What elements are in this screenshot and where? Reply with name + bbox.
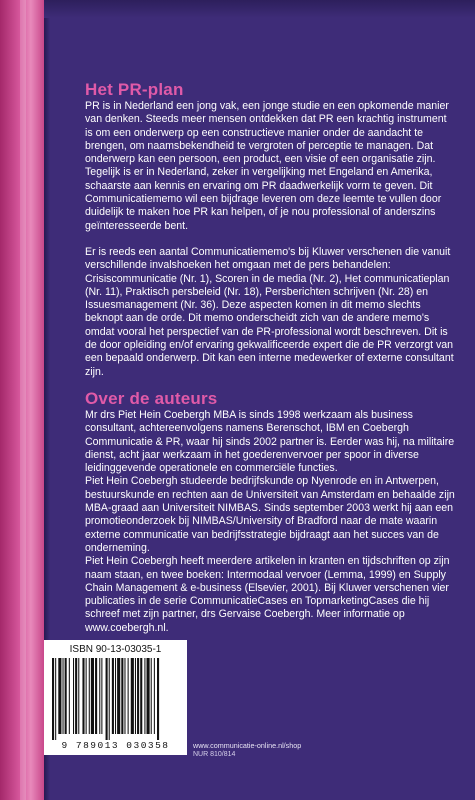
barcode-number: 9 789013 030358 <box>61 740 170 751</box>
spine-highlight <box>20 0 26 800</box>
authors-paragraph-1: Mr drs Piet Hein Coebergh MBA is sinds 1998 werkzaam als business consultant, achtereenvolgens namens Berenschot, IBM en Coebergh Communicatie & PR, waar hij sinds 2002 partner is. Eerder was hij, na militaire dienst, acht jaar werkzaam in het goederenvervoer per spoor in diverse leidinggevende operationele en commerciële functies. <box>85 408 455 475</box>
authors-paragraph-2: Piet Hein Coebergh studeerde bedrijfskunde op Nyenrode en in Antwerpen, bestuurskunde en rechten aan de Universiteit van Amsterdam en behaalde zijn MBA-graad aan Universiteit NIMBAS. Sinds september 2003 werkt hij aan een promotieonderzoek bij NIMBAS/University of Bradford naar de mate waarin externe communicatie van bedrijfsstrategie bijdraagt aan het succes van de onderneming. <box>85 475 455 554</box>
website-link[interactable]: www.communicatie-online.nl/shop <box>193 741 302 750</box>
section-title-authors: Over de auteurs <box>85 388 218 408</box>
barcode-panel <box>44 640 187 755</box>
pr-plan-paragraph-1: PR is in Nederland een jong vak, een jonge studie en een opkomende manier van denken. Steeds meer mensen ontdekken dat PR een krachtig instrument is om een onderwerp op een constructieve manier onder de aandacht te brengen, om naamsbekendheid te vergroten of perceptie te managen. Dat onderwerp kan een persoon, een product, een visie of een organisatie zijn. Tegelijk is er in Nederland, zeker in vergelijking met Engeland en Amerika, schaarste aan kennis en ervaring om PR daadwerkelijk vorm te geven. Dit Communicatiememo wil een bijdrage leveren om deze leemte te vullen door duidelijk te maken hoe PR kan helpen, of je nou professional of anderszins geïnteresseerde bent. <box>85 100 449 232</box>
isbn-label: ISBN 90-13-03035-1 <box>69 644 162 655</box>
nur-code: NUR 810/814 <box>193 751 236 758</box>
authors-paragraph-3: Piet Hein Coebergh heeft meerdere artikelen in kranten en tijdschriften op zijn naam staan, en twee boeken: Intermodaal vervoer (Lemma, 1999) en Supply Chain Management & e-business (Elsevier, 2001). Bij Kluwer verschenen vier publicaties in de serie CommunicatieCases en TopmarketingCases die hij schreef met zijn partner, drs Gervaise Coebergh. Meer informatie op www.coebergh.nl. <box>85 555 450 634</box>
back-cover-text <box>85 80 457 635</box>
top-edge <box>44 0 475 18</box>
section-title-pr-plan: Het PR-plan <box>85 80 184 99</box>
pr-plan-paragraph-2: Er is reeds een aantal Communicatiememo's bij Kluwer verschenen die vanuit verschillende invalshoeken het omgaan met de pers behandelen: Crisiscommunicatie (Nr. 1), Scoren in de media (Nr. 2), Het communicatieplan (Nr. 11), Praktisch persbeleid (Nr. 18), Persberichten schrijven (Nr. 28) en Issuesmanagement (Nr. 36). Deze aspecten komen in dit memo slechts beknopt aan de orde. Dit memo onderscheidt zich van de andere memo's omdat vooral het perspectief van de PR-professional wordt beschreven. Dit is de door opleiding en/of ervaring gekwalificeerde expert die de PR verzorgt van een bepaald onderwerp. Dit kan een interne medewerker of externe consultant zijn. <box>85 245 454 378</box>
barcode-icon <box>48 658 183 740</box>
